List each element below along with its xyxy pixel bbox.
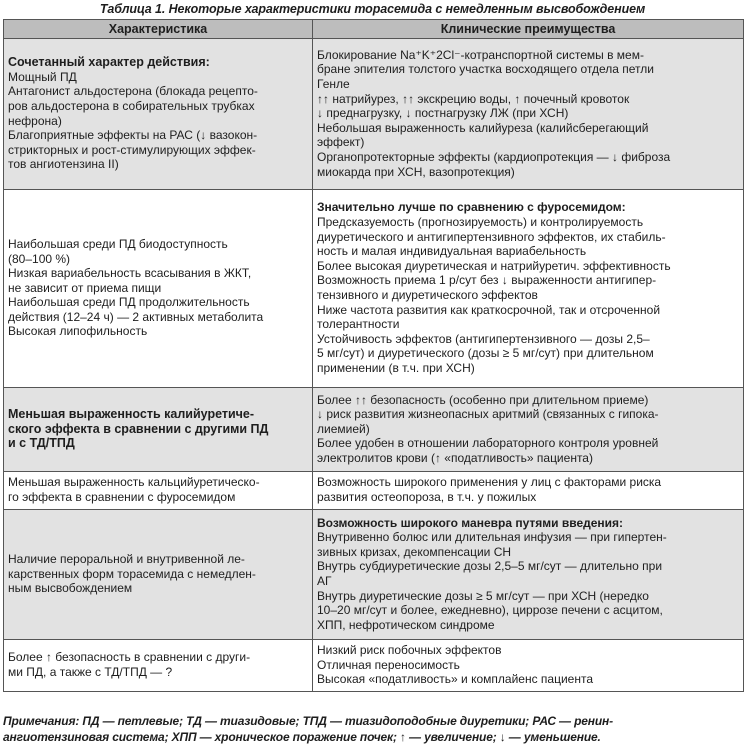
characteristic-line: не зависит от приема пищи	[8, 280, 162, 295]
characteristic-cell	[4, 39, 313, 190]
characteristic-title: ского эффекта в сравнении с другими ПД	[8, 421, 269, 436]
benefits-cell	[313, 510, 744, 640]
characteristic-line: ров альдостерона в собирательных трубках	[8, 98, 255, 113]
benefit-line: ↓ риск развития жизнеопасных аритмий (связанных с гипока-	[317, 407, 659, 422]
benefit-line: тензивного и диуретического эффектов	[317, 288, 538, 302]
characteristic-title: Меньшая выраженность калийуретиче-	[8, 407, 255, 422]
benefit-line: лиемией)	[317, 421, 370, 436]
benefits-cell	[313, 388, 744, 472]
benefits-cell	[313, 640, 744, 692]
table-caption: Таблица 1. Некоторые характеристики торасемида с немедленным высвобождением	[99, 2, 646, 16]
characteristic-cell	[4, 640, 313, 692]
notes-line: ангиотензиновая система; ХПП — хроническое поражение почек; ↑ — увеличение; ↓ — уменьшение.	[3, 730, 601, 744]
characteristic-line: го эффекта в сравнении с фуросемидом	[8, 490, 236, 504]
benefit-title: Значительно лучше по сравнению с фуросемидом:	[317, 200, 626, 215]
benefit-line: Возможность широкого применения у лиц с факторами риска	[317, 475, 662, 490]
benefit-line: Более высокая диуретическая и натрийуретич. эффективность	[317, 258, 671, 273]
benefit-line: Органопротекторные эффекты (кардиопротекция — ↓ фиброза	[317, 149, 671, 164]
benefit-line: электролитов крови (↑ «податливость» пациента)	[317, 450, 593, 465]
benefit-line: Блокирование Na⁺K⁺2Cl⁻-котранспортной системы в мем-	[317, 47, 644, 62]
characteristic-line: ми ПД, а также с ТД/ТПД — ?	[8, 665, 173, 679]
characteristic-line: Наибольшая среди ПД биодоступность	[8, 236, 228, 251]
benefits-cell	[313, 39, 744, 190]
table-header-row	[4, 20, 744, 39]
benefit-line: бране эпителия толстого участка восходящего отдела петли	[317, 62, 654, 77]
benefit-line: применении (в т.ч. при ХСН)	[317, 360, 475, 375]
characteristic-line: Низкая вариабельность всасывания в ЖКТ,	[8, 266, 252, 281]
benefit-line: Внутривенно болюс или длительная инфузия — при гипертен-	[317, 530, 667, 545]
characteristic-line: Меньшая выраженность кальцийуретическо-	[8, 475, 260, 490]
characteristics-table	[3, 19, 744, 692]
characteristic-line: Наибольшая среди ПД продолжительность	[8, 295, 250, 310]
benefit-line: ность и малая индивидуальная вариабельность	[317, 244, 587, 259]
benefit-line: ↑↑ натрийурез, ↑↑ экскрецию воды, ↑ почечный кровоток	[317, 91, 630, 106]
characteristic-line: нефрона)	[8, 113, 62, 128]
characteristic-title: Сочетанный характер действия:	[8, 55, 210, 70]
benefit-line: АГ	[317, 574, 332, 588]
characteristic-line: Антагонист альдостерона (блокада рецепто-	[8, 84, 258, 99]
benefit-line: Более ↑↑ безопасность (особенно при длительном приеме)	[317, 392, 649, 407]
column-header-benefits: Клинические преимущества	[313, 20, 744, 39]
characteristic-line: Наличие пероральной и внутривенной ле-	[8, 552, 245, 567]
characteristic-title: и с ТД/ТПД	[8, 436, 75, 451]
benefit-line: диуретического и антигипертензивного эффектов, их стабиль-	[317, 229, 666, 244]
benefit-line: Низкий риск побочных эффектов	[317, 643, 502, 658]
benefit-line: Отличная переносимость	[317, 657, 460, 672]
benefit-line: 10–20 мг/сут и более, ежедневно), циррозе печени с асцитом,	[317, 603, 663, 618]
benefit-line: Внутрь диуретические дозы ≥ 5 мг/сут — при ХСН (нередко	[317, 588, 649, 603]
benefit-line: развития остеопороза, в т.ч. у пожилых	[317, 490, 537, 504]
benefit-line: Небольшая выраженность калийуреза (калийсберегающий	[317, 120, 649, 135]
notes-line: Примечания: ПД — петлевые; ТД — тиазидовые; ТПД — тиазидоподобные диуретики; РАС — ренин-	[3, 714, 613, 728]
characteristic-line: Более ↑ безопасность в сравнении с други-	[8, 650, 251, 665]
characteristic-line: стрикторных и рост-стимулирующих эффек-	[8, 142, 256, 157]
benefits-cell	[313, 472, 744, 510]
benefit-line: Внутрь субдиуретические дозы 2,5–5 мг/сут — длительно при	[317, 559, 663, 574]
table-row	[4, 640, 744, 692]
benefit-title: Возможность широкого маневра путями введения:	[317, 515, 624, 530]
characteristic-line: Высокая липофильность	[8, 324, 148, 339]
benefit-line: Устойчивость эффектов (антигипертензивного — дозы 2,5–	[317, 331, 650, 346]
benefit-line: Более удобен в отношении лабораторного контроля уровней	[317, 436, 659, 451]
benefits-cell	[313, 190, 744, 388]
table-row	[4, 190, 744, 388]
benefit-line: зивных кризах, декомпенсации СН	[317, 544, 512, 559]
table-row	[4, 388, 744, 472]
benefit-line: ХПП, нефротическом синдроме	[317, 617, 495, 632]
characteristic-line: действия (12–24 ч) — 2 активных метаболита	[8, 309, 264, 324]
benefit-line: Генле	[317, 77, 350, 92]
characteristic-line: карственных форм торасемида с немедлен-	[8, 566, 256, 581]
benefit-line: ↓ преднагрузку, ↓ постнагрузку ЛЖ (при ХСН)	[317, 106, 569, 121]
column-header-characteristic: Характеристика	[4, 20, 313, 39]
characteristic-cell	[4, 190, 313, 388]
table-row	[4, 39, 744, 190]
table-row	[4, 472, 744, 510]
characteristic-line: (80–100 %)	[8, 251, 71, 266]
benefit-line: 5 мг/сут) и диуретического (дозы ≥ 5 мг/сут) при длительном	[317, 346, 654, 361]
benefit-line: Высокая «податливость» и комплайенс пациента	[317, 672, 593, 687]
characteristic-cell	[4, 472, 313, 510]
benefit-line: Ниже частота развития как краткосрочной, так и отсроченной	[317, 302, 661, 317]
characteristic-line: Благоприятные эффекты на РАС (↓ вазокон-	[8, 128, 258, 143]
benefit-line: эффект)	[317, 135, 365, 150]
characteristic-cell	[4, 388, 313, 472]
benefit-line: Возможность приема 1 р/сут без ↓ выраженности антигипер-	[317, 273, 657, 288]
benefit-line: Предсказуемость (прогнозируемость) и контролируемость	[317, 215, 644, 230]
table-notes	[3, 713, 743, 745]
characteristic-line: тов ангиотензина II)	[8, 157, 119, 172]
characteristic-line: ным высвобождением	[8, 581, 133, 596]
benefit-line: миокарда при ХСН, вазопротекция)	[317, 164, 515, 179]
benefit-line: толерантности	[317, 317, 400, 332]
characteristic-line: Мощный ПД	[8, 69, 77, 84]
table-row	[4, 510, 744, 640]
characteristic-cell	[4, 510, 313, 640]
